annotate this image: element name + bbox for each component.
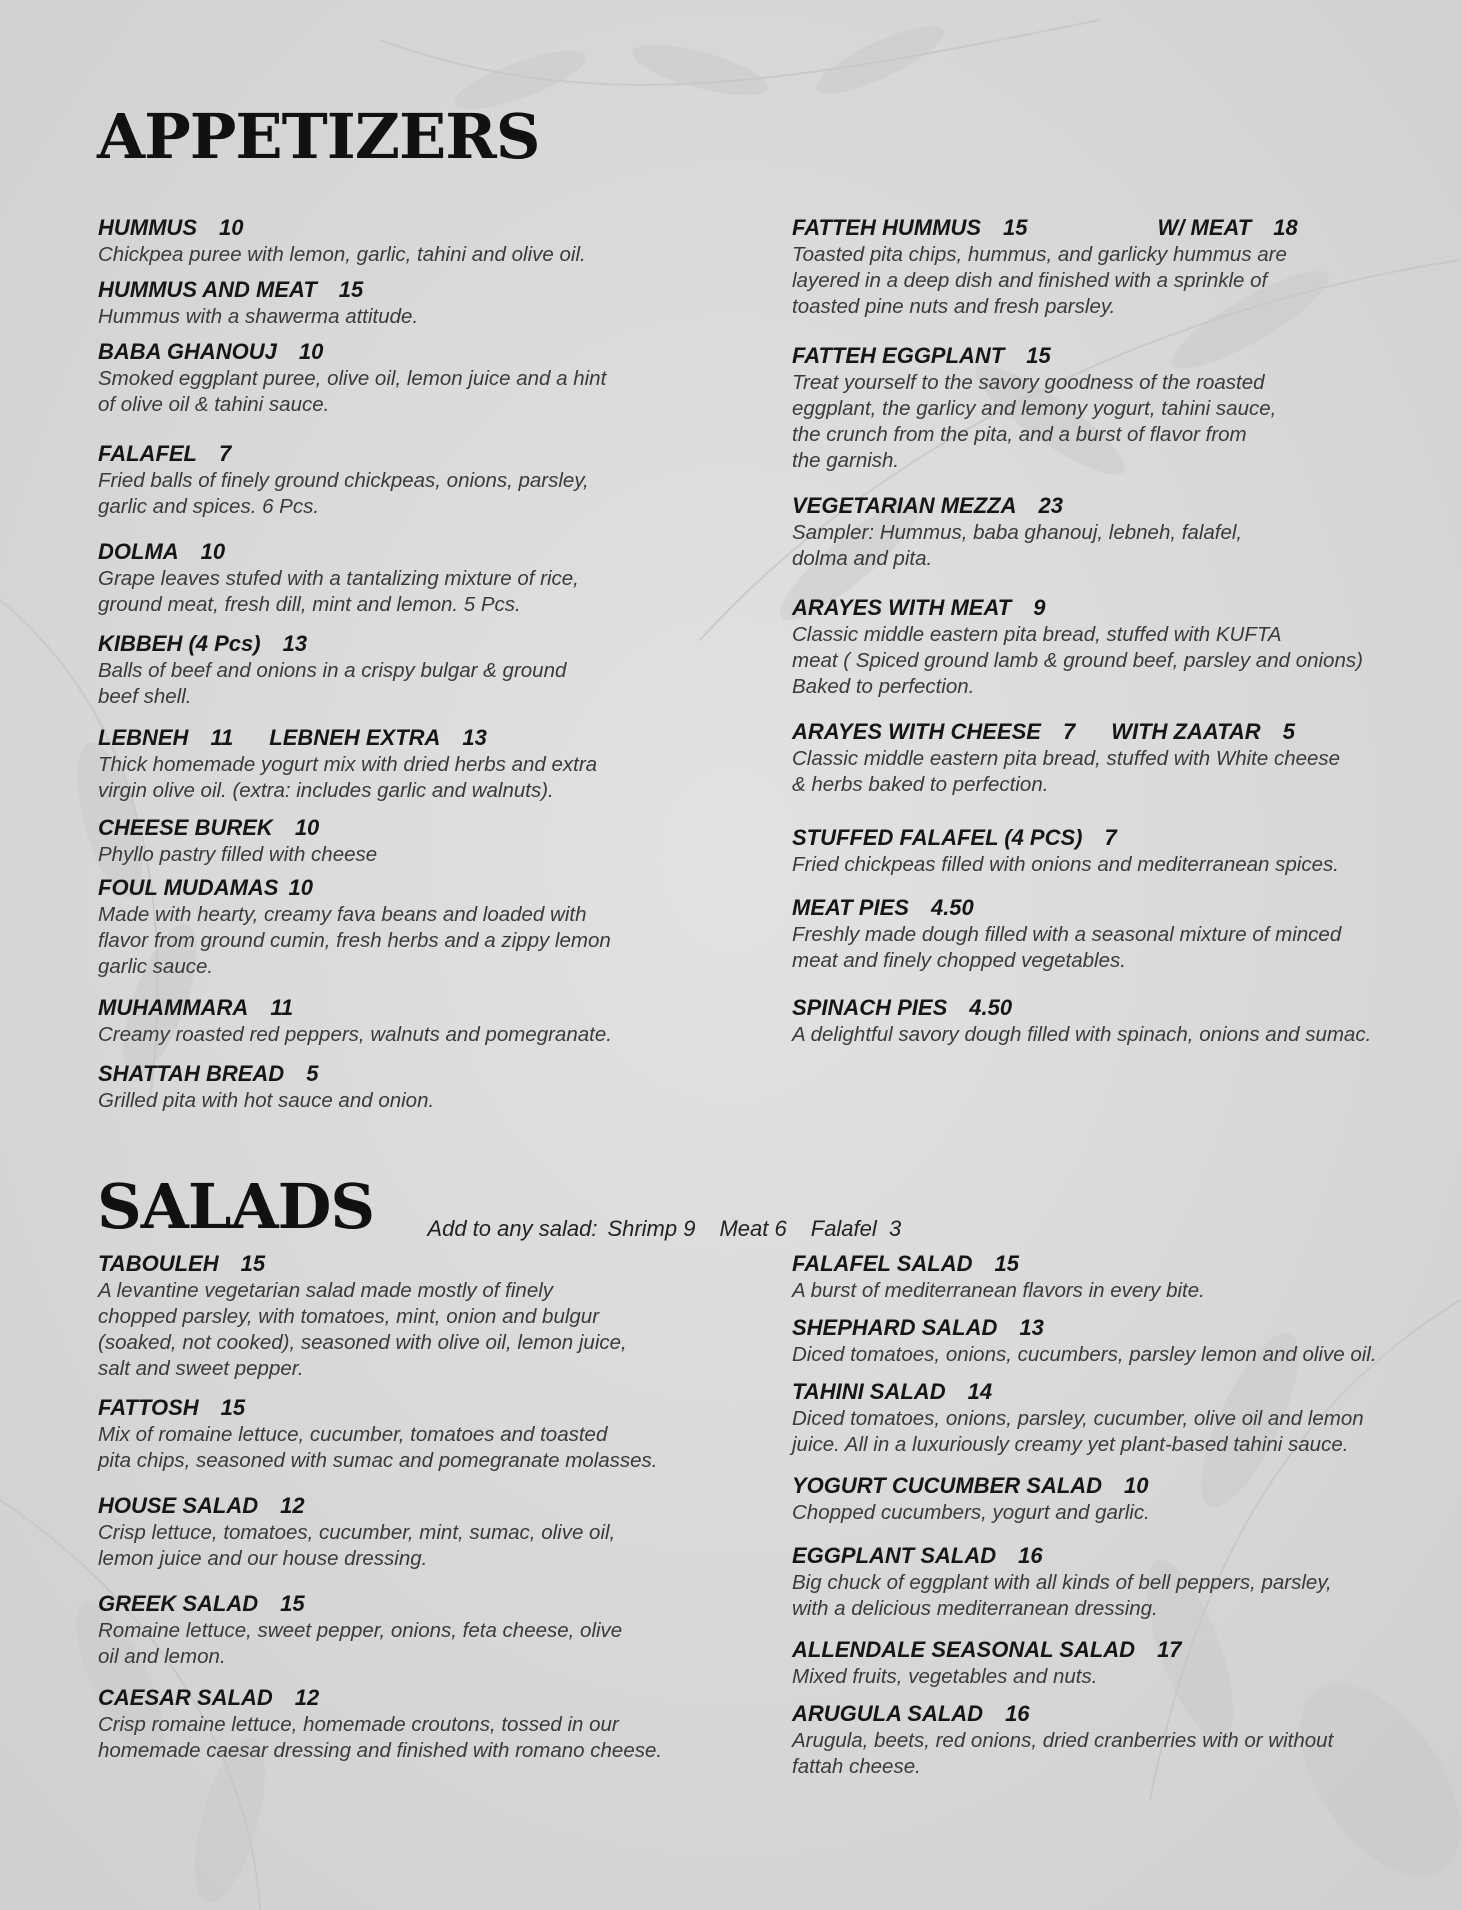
item-description: Crisp lettuce, tomatoes, cucumber, mint, sumac, olive oil, lemon juice and our house dressing. bbox=[98, 1521, 616, 1570]
item-name: FATTEH HUMMUS bbox=[792, 215, 982, 240]
menu-item bbox=[98, 994, 612, 1048]
menu-item bbox=[792, 342, 1276, 474]
item-description: Toasted pita chips, hummus, and garlicky hummus are layered in a deep dish and finished with a sprinkle of toasted pine nuts and fresh parsley. bbox=[792, 243, 1287, 318]
item-description: Balls of beef and onions in a crispy bulgar & ground beef shell. bbox=[98, 659, 567, 708]
item-name: HUMMUS AND MEAT bbox=[98, 277, 317, 302]
addon-item: Falafel 3 bbox=[810, 1216, 902, 1241]
item-price-extra: 5 bbox=[1282, 719, 1295, 744]
item-price: 11 bbox=[270, 995, 294, 1020]
item-description: Smoked eggplant puree, olive oil, lemon juice and a hint of olive oil & tahini sauce. bbox=[98, 367, 607, 416]
item-name: VEGETARIAN MEZZA bbox=[792, 493, 1017, 518]
item-description: Creamy roasted red peppers, walnuts and pomegranate. bbox=[98, 1023, 612, 1046]
item-description: A levantine vegetarian salad made mostly of finely chopped parsley, with tomatoes, mint, onion and bulgur (soaked, not cooked), seasoned with olive oil, lemon juice, salt and sweet pepper. bbox=[98, 1279, 627, 1380]
item-price: 16 bbox=[1005, 1701, 1030, 1726]
item-price-extra: 13 bbox=[462, 725, 487, 750]
item-price: 23 bbox=[1038, 493, 1063, 518]
item-description: Classic middle eastern pita bread, stuffed with KUFTA meat ( Spiced ground lamb & ground beef, parsley and onions) Baked to perfection. bbox=[792, 623, 1363, 698]
item-description: Classic middle eastern pita bread, stuffed with White cheese & herbs baked to perfection. bbox=[792, 747, 1341, 796]
menu-item bbox=[792, 1250, 1205, 1304]
item-price: 7 bbox=[1062, 719, 1076, 744]
menu-item bbox=[98, 538, 579, 618]
item-price: 15 bbox=[994, 1251, 1019, 1276]
item-name: SHEPHARD SALAD bbox=[792, 1315, 998, 1340]
addon-item: Meat 6 bbox=[719, 1216, 787, 1241]
item-price: 14 bbox=[967, 1379, 993, 1404]
item-description: Big chuck of eggplant with all kinds of bell peppers, parsley, with a delicious mediterranean dressing. bbox=[792, 1571, 1332, 1620]
item-name: MUHAMMARA bbox=[98, 995, 249, 1020]
item-price: 15 bbox=[1003, 215, 1028, 240]
item-description: Crisp romaine lettuce, homemade croutons, tossed in our homemade caesar dressing and finished with romano cheese. bbox=[98, 1713, 663, 1762]
item-name: SHATTAH BREAD bbox=[98, 1061, 285, 1086]
menu-item bbox=[98, 630, 566, 710]
item-name: EGGPLANT SALAD bbox=[792, 1543, 997, 1568]
item-name: GREEK SALAD bbox=[98, 1591, 259, 1616]
menu-item bbox=[792, 1700, 1333, 1780]
item-price: 13 bbox=[282, 631, 308, 656]
item-description: Freshly made dough filled with a seasonal mixture of minced meat and finely chopped vegetables. bbox=[792, 923, 1342, 972]
item-description: A delightful savory dough filled with spinach, onions and sumac. bbox=[792, 1023, 1372, 1046]
item-name: TAHINI SALAD bbox=[792, 1379, 946, 1404]
item-description: Grape leaves stufed with a tantalizing mixture of rice, ground meat, fresh dill, mint and lemon. 5 Pcs. bbox=[98, 567, 579, 616]
menu-item bbox=[792, 994, 1371, 1048]
menu-item bbox=[98, 1590, 622, 1670]
item-price: 15 bbox=[280, 1591, 305, 1616]
item-name: HUMMUS bbox=[98, 215, 197, 240]
item-description: Fried chickpeas filled with onions and mediterranean spices. bbox=[792, 853, 1339, 876]
item-description: Mixed fruits, vegetables and nuts. bbox=[792, 1665, 1098, 1688]
menu-item bbox=[792, 594, 1363, 700]
item-name: YOGURT CUCUMBER SALAD bbox=[792, 1473, 1103, 1498]
item-description: Diced tomatoes, onions, cucumbers, parsley lemon and olive oil. bbox=[792, 1343, 1377, 1366]
item-price: 10 bbox=[288, 875, 313, 900]
item-price: 4.50 bbox=[969, 995, 1013, 1020]
item-name-extra: W/ MEAT bbox=[1157, 215, 1252, 240]
item-name: STUFFED FALAFEL (4 PCS) bbox=[792, 825, 1083, 850]
item-price: 7 bbox=[1104, 825, 1117, 850]
item-description: Treat yourself to the savory goodness of the roasted eggplant, the garlicy and lemony yogurt, tahini sauce, the crunch from the pita, and a burst of flavor from the garnish. bbox=[792, 371, 1277, 472]
item-name: ARAYES WITH MEAT bbox=[792, 595, 1012, 620]
appetizers-heading: APPETIZERS bbox=[97, 100, 540, 173]
item-description: Romaine lettuce, sweet pepper, onions, feta cheese, olive oil and lemon. bbox=[98, 1619, 623, 1668]
item-price: 15 bbox=[240, 1251, 266, 1276]
item-price: 13 bbox=[1019, 1315, 1044, 1340]
item-description: Chopped cucumbers, yogurt and garlic. bbox=[792, 1501, 1150, 1524]
item-price: 4.50 bbox=[930, 895, 974, 920]
item-price: 9 bbox=[1033, 595, 1046, 620]
item-name: FALAFEL SALAD bbox=[792, 1251, 973, 1276]
item-name: HOUSE SALAD bbox=[98, 1493, 259, 1518]
item-description: Grilled pita with hot sauce and onion. bbox=[98, 1089, 435, 1112]
item-name-extra: WITH ZAATAR bbox=[1111, 719, 1261, 744]
item-name: BABA GHANOUJ bbox=[98, 339, 277, 364]
item-price: 15 bbox=[220, 1395, 246, 1420]
item-name: FATTOSH bbox=[98, 1395, 199, 1420]
item-price: 12 bbox=[280, 1493, 305, 1518]
item-price: 10 bbox=[219, 215, 244, 240]
item-name: ALLENDALE SEASONAL SALAD bbox=[792, 1637, 1136, 1662]
menu-item bbox=[792, 894, 1341, 974]
menu-item bbox=[98, 874, 611, 980]
item-name: TABOULEH bbox=[98, 1251, 219, 1276]
item-price: 16 bbox=[1018, 1543, 1043, 1568]
item-price: 10 bbox=[294, 815, 320, 840]
item-price: 15 bbox=[1026, 343, 1051, 368]
item-description: Arugula, beets, red onions, dried cranberries with or without fattah cheese. bbox=[792, 1729, 1334, 1778]
menu-item bbox=[98, 1394, 658, 1474]
salads-heading: SALADS bbox=[97, 1170, 375, 1243]
menu-item bbox=[792, 1378, 1364, 1458]
item-name: CHEESE BUREK bbox=[98, 815, 273, 840]
item-name: FOUL MUDAMAS bbox=[98, 875, 279, 900]
item-price: 12 bbox=[294, 1685, 320, 1710]
item-price-extra: 18 bbox=[1273, 215, 1298, 240]
menu-item bbox=[98, 814, 377, 868]
item-name: FALAFEL bbox=[98, 441, 197, 466]
menu-item bbox=[98, 1060, 434, 1114]
item-name: MEAT PIES bbox=[792, 895, 909, 920]
menu-item bbox=[98, 276, 418, 330]
item-name: ARAYES WITH CHEESE bbox=[792, 719, 1041, 744]
menu-item bbox=[792, 1472, 1150, 1526]
menu-item bbox=[792, 1636, 1182, 1690]
item-description: Mix of romaine lettuce, cucumber, tomatoes and toasted pita chips, seasoned with sumac and pomegranate molasses. bbox=[98, 1423, 658, 1472]
menu-item bbox=[792, 1314, 1377, 1368]
item-description: Hummus with a shawerma attitude. bbox=[98, 305, 419, 328]
item-name: DOLMA bbox=[98, 539, 179, 564]
item-description: A burst of mediterranean flavors in every bite. bbox=[792, 1279, 1205, 1302]
item-price: 7 bbox=[219, 441, 232, 466]
menu-item bbox=[98, 338, 606, 418]
menu-item bbox=[98, 440, 589, 520]
addon-label: Add to any salad: bbox=[427, 1216, 598, 1241]
item-description: Diced tomatoes, onions, parsley, cucumber, olive oil and lemon juice. All in a luxuriously creamy yet plant-based tahini sauce. bbox=[792, 1407, 1364, 1456]
menu-item bbox=[98, 1684, 662, 1764]
item-price: 10 bbox=[298, 339, 324, 364]
menu-item bbox=[98, 1250, 627, 1382]
menu-item bbox=[792, 824, 1339, 878]
menu-item bbox=[98, 724, 597, 804]
item-description: Phyllo pastry filled with cheese bbox=[98, 843, 378, 866]
item-name: LEBNEH bbox=[98, 725, 189, 750]
menu-item bbox=[98, 214, 586, 268]
menu-item bbox=[98, 1492, 615, 1572]
item-price: 15 bbox=[338, 277, 364, 302]
item-price: 10 bbox=[1124, 1473, 1149, 1498]
menu-item bbox=[792, 718, 1340, 798]
menu-item bbox=[792, 1542, 1332, 1622]
item-description: Thick homemade yogurt mix with dried herbs and extra virgin olive oil. (extra: includes garlic and walnuts). bbox=[98, 753, 598, 802]
addon-item: Shrimp 9 bbox=[607, 1216, 696, 1241]
item-price: 10 bbox=[200, 539, 226, 564]
item-name: KIBBEH (4 Pcs) bbox=[98, 631, 261, 656]
item-name: SPINACH PIES bbox=[792, 995, 948, 1020]
menu-item bbox=[792, 492, 1242, 572]
item-description: Made with hearty, creamy fava beans and loaded with flavor from ground cumin, fresh herbs and a zippy lemon garlic sauce. bbox=[98, 903, 611, 978]
item-price: 5 bbox=[306, 1061, 319, 1086]
item-name-extra: LEBNEH EXTRA bbox=[269, 725, 441, 750]
menu-item bbox=[792, 214, 1298, 320]
item-name: CAESAR SALAD bbox=[98, 1685, 273, 1710]
item-name: ARUGULA SALAD bbox=[792, 1701, 984, 1726]
item-price: 17 bbox=[1157, 1637, 1182, 1662]
salad-addons bbox=[416, 1190, 925, 1242]
item-description: Fried balls of finely ground chickpeas, onions, parsley, garlic and spices. 6 Pcs. bbox=[98, 469, 589, 518]
item-description: Chickpea puree with lemon, garlic, tahini and olive oil. bbox=[98, 243, 586, 266]
item-name: FATTEH EGGPLANT bbox=[792, 343, 1005, 368]
item-description: Sampler: Hummus, baba ghanouj, lebneh, falafel, dolma and pita. bbox=[792, 521, 1243, 570]
item-price: 11 bbox=[210, 725, 234, 750]
